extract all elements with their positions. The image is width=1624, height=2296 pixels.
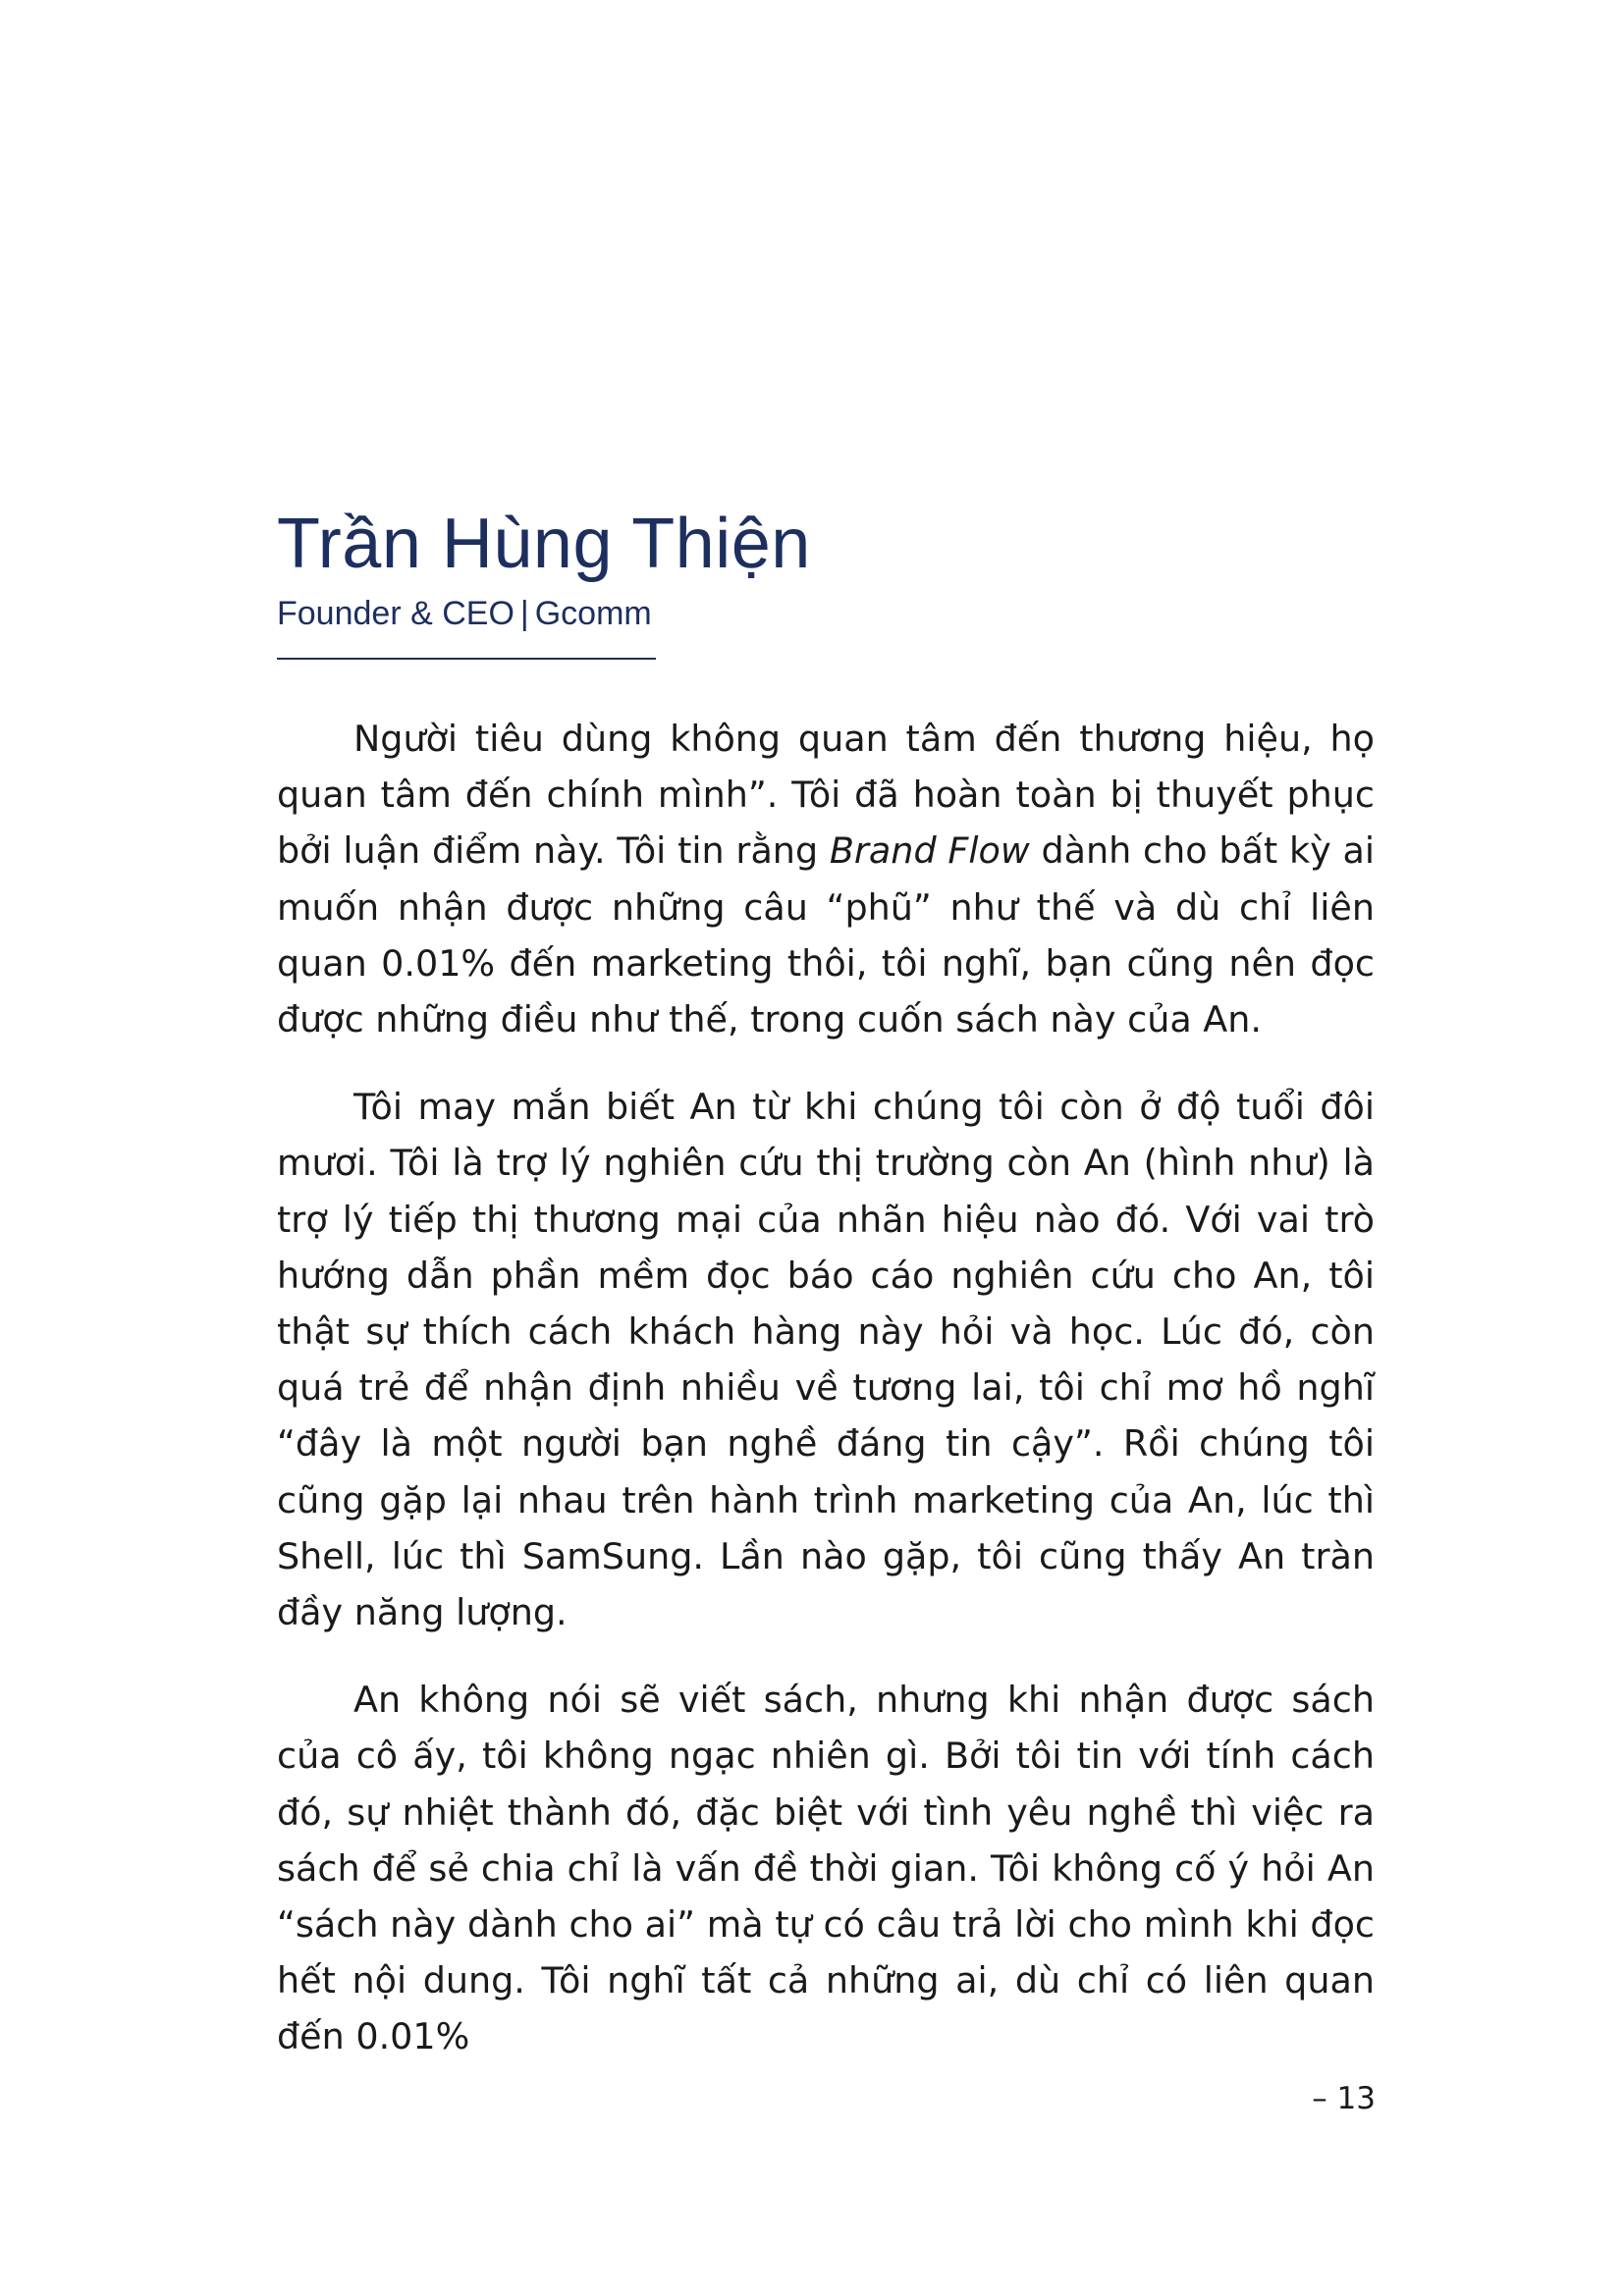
paragraph-3: An không nói sẽ viết sách, nhưng khi nhận được sách của cô ấy, tôi không ngạc nhiên gì. Bởi tôi tin với tính cách đó, sự nhiệt thành đó, đặc biệt với tình yêu nghề thì việc ra sách để sẻ chia chỉ là vấn đề thời gian. Tôi không cố ý hỏi An “sách này dành cho ai” mà tự có câu trả lời cho mình khi đọc hết nội dung. Tôi nghĩ tất cả những ai, dù chỉ có liên quan đến 0.01% xyxy=(277,1679,1375,2058)
heading-divider xyxy=(277,658,656,660)
author-name: Trần Hùng Thiện xyxy=(277,505,811,583)
page-content xyxy=(277,501,1375,2097)
paragraph-1 xyxy=(277,711,1375,1047)
author-role xyxy=(277,591,1375,636)
paragraph-1-text-b: dành cho bất kỳ ai muốn nhận được những câu “phũ” như thế và dù chỉ liên quan 0.01% đến marketing thôi, tôi nghĩ, bạn cũng nên đọc được những điều như thế, trong cuốn sách này của An. xyxy=(277,829,1375,1041)
author-company: Gcomm xyxy=(534,595,652,632)
page-number: – 13 xyxy=(1312,2081,1376,2116)
paragraph-1-text-a: Người tiêu dùng không quan tâm đến thương hiệu, họ quan tâm đến chính mình”. Tôi đã hoàn toàn bị thuyết phục bởi luận điểm này. Tôi tin rằng xyxy=(277,718,1375,873)
role-separator: | xyxy=(519,595,529,632)
author-title: Founder & CEO xyxy=(277,595,514,632)
body-text xyxy=(277,711,1375,2065)
book-title-italic: Brand Flow xyxy=(829,829,1030,873)
paragraph-2: Tôi may mắn biết An từ khi chúng tôi còn ở độ tuổi đôi mươi. Tôi là trợ lý nghiên cứu thị trường còn An (hình như) là trợ lý tiếp thị thương mại của nhãn hiệu nào đó. Với vai trò hướng dẫn phần mềm đọc báo cáo nghiên cứu cho An, tôi thật sự thích cách khách hàng này hỏi và học. Lúc đó, còn quá trẻ để nhận định nhiều về tương lai, tôi chỉ mơ hồ nghĩ “đây là một người bạn nghề đáng tin cậy”. Rồi chúng tôi cũng gặp lại nhau trên hành trình marketing của An, lúc thì Shell, lúc thì SamSung. Lần nào gặp, tôi cũng thấy An tràn đầy năng lượng. xyxy=(277,1086,1375,1634)
